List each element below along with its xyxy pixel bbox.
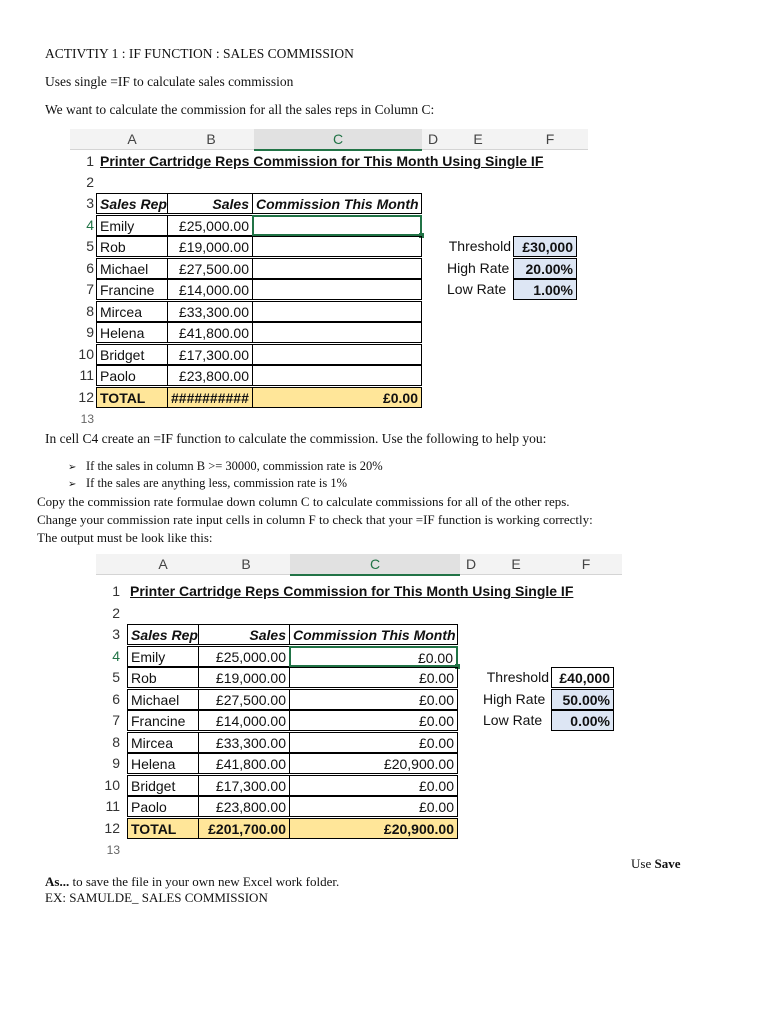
commission-cell[interactable]: £0.00	[289, 796, 458, 817]
rep-name-cell[interactable]: Michael	[127, 689, 199, 710]
sales-cell[interactable]: £27,500.00	[198, 689, 290, 710]
row-number[interactable]: 6	[86, 260, 94, 276]
total-commission-cell[interactable]: £0.00	[252, 387, 422, 408]
header-sales[interactable]: Sales	[198, 624, 290, 645]
save-as-line	[45, 874, 339, 890]
row-number[interactable]: 10	[78, 346, 94, 362]
column-header-c[interactable]: C	[290, 554, 460, 576]
instruction-line-4: The output must be look like this:	[37, 530, 213, 545]
row-number[interactable]: 12	[78, 389, 94, 405]
column-header-f[interactable]: F	[550, 554, 622, 575]
row-number[interactable]: 2	[112, 605, 120, 621]
sales-cell[interactable]: £41,800.00	[198, 753, 290, 774]
row-number[interactable]: 5	[86, 238, 94, 254]
row-number[interactable]: 3	[86, 195, 94, 211]
column-header-a[interactable]: A	[124, 554, 202, 575]
threshold-value[interactable]: £30,000	[513, 236, 577, 257]
column-header-b[interactable]: B	[202, 554, 290, 575]
commission-cell[interactable]: £0.00	[289, 775, 458, 796]
row-number[interactable]: 4	[112, 648, 120, 664]
row-number[interactable]: 2	[86, 174, 94, 190]
high-rate-label[interactable]: High Rate	[447, 260, 510, 276]
sales-cell[interactable]: £25,000.00	[167, 215, 253, 236]
rep-name-cell[interactable]: Paolo	[127, 796, 199, 817]
example-filename: EX: SAMULDE_ SALES COMMISSION	[45, 890, 268, 905]
intro-line-2: We want to calculate the commission for all the sales reps in Column C:	[45, 102, 435, 117]
rep-name-cell[interactable]: Bridget	[127, 775, 199, 796]
row-number[interactable]: 7	[86, 281, 94, 297]
row-number[interactable]: 11	[105, 798, 120, 814]
commission-cell[interactable]	[252, 344, 422, 365]
row-number[interactable]: 4	[86, 217, 94, 233]
sales-cell[interactable]: £25,000.00	[198, 646, 290, 667]
activity-heading: ACTIVTIY 1 : IF FUNCTION : SALES COMMISSION	[45, 46, 354, 61]
row-number[interactable]: 9	[112, 755, 120, 771]
row-number[interactable]: 1	[112, 583, 120, 599]
use-save-line	[631, 856, 680, 872]
high-rate-label[interactable]: High Rate	[483, 691, 546, 707]
sheet-title[interactable]: Printer Cartridge Reps Commission for This Month Using Single IF	[100, 153, 544, 169]
threshold-label[interactable]: Threshold	[448, 238, 511, 254]
commission-cell[interactable]	[252, 365, 422, 386]
use-save-prefix: Use	[631, 856, 655, 871]
row-number[interactable]: 11	[79, 367, 94, 383]
row-number[interactable]: 9	[86, 324, 94, 340]
commission-cell[interactable]: £0.00	[289, 732, 458, 753]
total-label-cell[interactable]: TOTAL	[96, 387, 168, 408]
instruction-line-1: In cell C4 create an =IF function to calculate the commission. Use the following to help you:	[45, 431, 547, 446]
sales-cell[interactable]: £33,300.00	[198, 732, 290, 753]
rep-name-cell[interactable]: Francine	[127, 710, 199, 731]
corner-header	[96, 554, 124, 575]
commission-cell[interactable]	[252, 279, 422, 300]
row-number[interactable]: 12	[104, 820, 120, 836]
sales-cell[interactable]: £14,000.00	[198, 710, 290, 731]
commission-cell-selected[interactable]	[252, 215, 422, 236]
sales-cell[interactable]: £27,500.00	[167, 258, 253, 279]
header-sales-rep[interactable]: Sales Rep	[127, 624, 199, 645]
instruction-line-2: Copy the commission rate formulae down column C to calculate commissions for all of the other reps.	[37, 494, 570, 509]
column-header-d[interactable]: D	[460, 554, 482, 575]
column-header-e[interactable]: E	[444, 129, 512, 150]
spreadsheet-before	[70, 129, 590, 426]
sales-cell[interactable]: £19,000.00	[198, 667, 290, 688]
use-save-bold: Save	[654, 856, 681, 871]
bullet-2-text: If the sales are anything less, commission rate is 1%	[86, 476, 348, 490]
low-rate-label[interactable]: Low Rate	[483, 712, 543, 728]
total-sales-cell[interactable]: £201,700.00	[198, 818, 290, 839]
threshold-value[interactable]: £40,000	[551, 667, 614, 688]
rep-name-cell[interactable]: Helena	[96, 322, 168, 343]
save-as-rest: to save the file in your own new Excel work folder.	[69, 874, 340, 889]
bullet-1	[68, 459, 383, 475]
threshold-label[interactable]: Threshold	[486, 669, 549, 685]
intro-line-1: Uses single =IF to calculate sales commission	[45, 74, 294, 89]
column-header-a[interactable]: A	[96, 129, 168, 150]
header-sales-rep[interactable]: Sales Rep	[96, 193, 168, 214]
commission-cell[interactable]: £0.00	[289, 710, 458, 731]
row-number[interactable]: 6	[112, 691, 120, 707]
sales-cell[interactable]: £23,800.00	[167, 365, 253, 386]
column-header-b[interactable]: B	[168, 129, 254, 150]
commission-cell[interactable]	[252, 236, 422, 257]
sales-cell[interactable]: £17,300.00	[167, 344, 253, 365]
total-sales-cell[interactable]: ##########	[167, 387, 253, 408]
save-as-bold: As...	[45, 874, 70, 889]
sheet-title[interactable]: Printer Cartridge Reps Commission for This Month Using Single IF	[130, 583, 574, 599]
row-number[interactable]: 10	[104, 777, 120, 793]
high-rate-value[interactable]: 20.00%	[513, 258, 577, 279]
column-header-c[interactable]: C	[254, 129, 422, 151]
rep-name-cell[interactable]: Rob	[127, 667, 199, 688]
spreadsheet-after	[96, 556, 622, 857]
sales-cell[interactable]: £23,800.00	[198, 796, 290, 817]
commission-cell-selected[interactable]: £0.00	[289, 646, 458, 667]
rep-name-cell[interactable]: Paolo	[96, 365, 168, 386]
rep-name-cell[interactable]: Mircea	[96, 301, 168, 322]
rep-name-cell[interactable]: Emily	[127, 646, 199, 667]
column-header-d[interactable]: D	[422, 129, 444, 150]
header-commission[interactable]: Commission This Month	[252, 193, 422, 214]
header-sales[interactable]: Sales	[167, 193, 253, 214]
arrow-bullet-icon: ➢	[68, 462, 77, 473]
corner-header	[70, 129, 96, 150]
row-number[interactable]: 8	[86, 303, 94, 319]
commission-cell[interactable]: £0.00	[289, 689, 458, 710]
column-header-f[interactable]: F	[512, 129, 588, 150]
header-commission[interactable]: Commission This Month	[289, 624, 458, 645]
row-number[interactable]: 3	[112, 626, 120, 642]
total-label-cell[interactable]: TOTAL	[127, 818, 199, 839]
sales-cell[interactable]: £19,000.00	[167, 236, 253, 257]
arrow-bullet-icon: ➢	[68, 479, 77, 490]
bullet-2	[68, 476, 347, 492]
rep-name-cell[interactable]: Francine	[96, 279, 168, 300]
rep-name-cell[interactable]: Helena	[127, 753, 199, 774]
column-header-strip	[96, 556, 622, 576]
commission-cell[interactable]	[252, 322, 422, 343]
commission-cell[interactable]: £0.00	[289, 667, 458, 688]
rep-name-cell[interactable]: Rob	[96, 236, 168, 257]
rep-name-cell[interactable]: Michael	[96, 258, 168, 279]
low-rate-label[interactable]: Low Rate	[447, 281, 507, 297]
row-number[interactable]: 7	[112, 712, 120, 728]
commission-cell[interactable]	[252, 301, 422, 322]
sales-cell[interactable]: £14,000.00	[167, 279, 253, 300]
sales-cell[interactable]: £33,300.00	[167, 301, 253, 322]
low-rate-value[interactable]: 0.00%	[551, 710, 614, 731]
high-rate-value[interactable]: 50.00%	[551, 689, 614, 710]
commission-cell[interactable]: £20,900.00	[289, 753, 458, 774]
row-number-cut: 13	[80, 412, 94, 426]
total-commission-cell[interactable]: £20,900.00	[289, 818, 458, 839]
row-number[interactable]: 5	[112, 669, 120, 685]
row-number-cut: 13	[106, 843, 120, 857]
row-number[interactable]: 8	[112, 734, 120, 750]
row-number[interactable]: 1	[86, 153, 94, 169]
rep-name-cell[interactable]: Mircea	[127, 732, 199, 753]
rep-name-cell[interactable]: Bridget	[96, 344, 168, 365]
low-rate-value[interactable]: 1.00%	[513, 279, 577, 300]
column-header-e[interactable]: E	[482, 554, 550, 575]
bullet-1-text: If the sales in column B >= 30000, commission rate is 20%	[86, 459, 383, 473]
sales-cell[interactable]: £41,800.00	[167, 322, 253, 343]
commission-cell[interactable]	[252, 258, 422, 279]
rep-name-cell[interactable]: Emily	[96, 215, 168, 236]
sales-cell[interactable]: £17,300.00	[198, 775, 290, 796]
instruction-line-3: Change your commission rate input cells in column F to check that your =IF function is working correctly:	[37, 512, 593, 527]
